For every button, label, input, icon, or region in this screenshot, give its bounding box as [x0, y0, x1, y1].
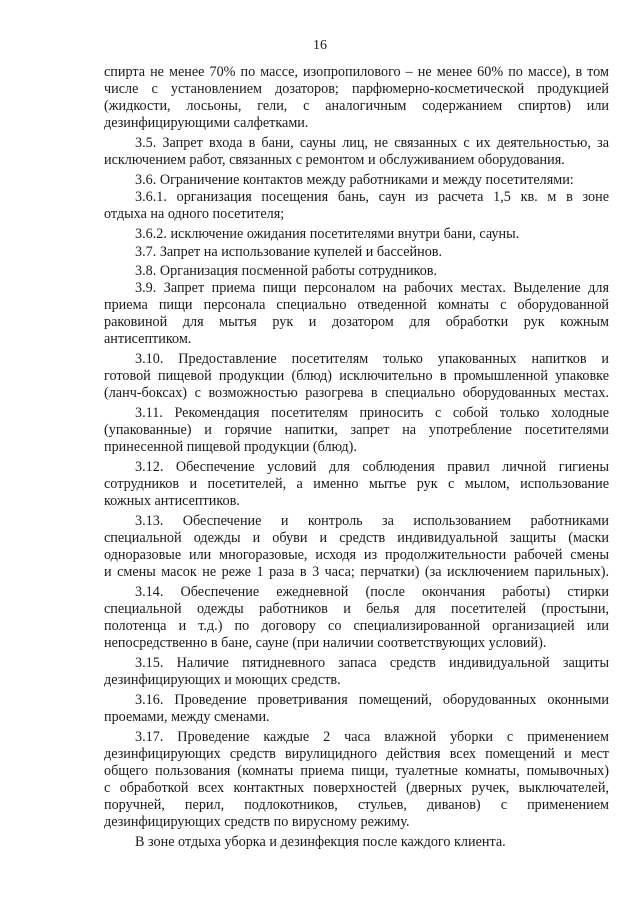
text-line: числе с установлением дозаторов; парфюмерно-косметической продукцией: [104, 81, 609, 97]
text-line: 3.10. Предоставление посетителям только упакованных напитков и: [135, 351, 609, 367]
text-line: В зоне отдыха уборка и дезинфекция после каждого клиента.: [135, 834, 506, 850]
text-line: проемами, между сменами.: [104, 709, 270, 725]
text-line: 3.17. Проведение каждые 2 часа влажной уборки с применением: [135, 729, 609, 745]
text-line: с обработкой всех контактных поверхностей (дверных ручек, выключателей,: [104, 780, 609, 796]
text-line: (ланч-боксах) с возможностью разогрева в специально оборудованных местах.: [104, 385, 609, 401]
text-line: раковиной для мытья рук и дозатором для обработки рук кожным: [104, 314, 609, 330]
text-line: кожных антисептиков.: [104, 493, 240, 509]
text-line: спирта не менее 70% по массе, изопропилового – не менее 60% по массе), в том: [104, 64, 609, 80]
text-line: непосредственно в бане, сауне (при наличии соответствующих условий).: [104, 635, 547, 651]
text-line: дезинфицирующих средств вирулицидного действия всех помещений и мест: [104, 746, 609, 762]
text-line: полотенца и т.д.) по договору со специализированной организацией или: [104, 618, 609, 634]
page-number: 16: [313, 38, 327, 53]
text-line: дезинфицирующих и моющих средств.: [104, 672, 341, 688]
text-line: принесенной пищевой продукции (блюд).: [104, 439, 357, 455]
text-line: и смены масок не реже 1 раза в 3 часа; перчатки) (за исключением парильных).: [104, 564, 609, 580]
text-line: дезинфицирующими салфетками.: [104, 115, 309, 131]
text-line: 3.6.2. исключение ожидания посетителями внутри бани, сауны.: [135, 226, 520, 242]
text-line: поручней, перил, подлокотников, стульев, диванов) с применением: [104, 797, 609, 813]
text-line: 3.6. Ограничение контактов между работниками и между посетителями:: [135, 172, 574, 188]
text-line: готовой пищевой продукции (блюд) исключительно в промышленной упаковке: [104, 368, 609, 384]
text-line: 3.16. Проведение проветривания помещений, оборудованных оконными: [135, 692, 609, 708]
text-line: специальной одежды работников и белья для посетителей (простыни,: [104, 601, 609, 617]
text-line: 3.14. Обеспечение ежедневной (после окончания работы) стирки: [135, 584, 609, 600]
text-line: 3.15. Наличие пятидневного запаса средств индивидуальной защиты: [135, 655, 609, 671]
text-line: 3.5. Запрет входа в бани, сауны лиц, не связанных с их деятельностью, за: [135, 135, 609, 151]
text-line: дезинфицирующих средств по вирусному режиму.: [104, 814, 410, 830]
text-line: 3.11. Рекомендация посетителям приносить с собой только холодные: [135, 405, 609, 421]
text-line: сотрудников и посетителей, а именно мытье рук с мылом, использование: [104, 476, 609, 492]
text-line: специальной одежды и обуви и средств индивидуальной защиты (маски: [104, 530, 609, 546]
text-line: 3.6.1. организация посещения бань, саун из расчета 1,5 кв. м в зоне: [135, 189, 609, 205]
text-line: 3.8. Организация посменной работы сотрудников.: [135, 263, 438, 279]
text-line: общего пользования (комнаты приема пищи, туалетные комнаты, помывочных): [104, 763, 609, 779]
text-line: 3.9. Запрет приема пищи персоналом на рабочих местах. Выделение для: [135, 280, 609, 296]
text-line: антисептиком.: [104, 331, 192, 347]
text-line: 3.12. Обеспечение условий для соблюдения правил личной гигиены: [135, 459, 609, 475]
text-line: 3.13. Обеспечение и контроль за использованием работниками: [135, 513, 609, 529]
text-line: отдыха на одного посетителя;: [104, 206, 285, 222]
text-line: (жидкости, лосьоны, гели, с аналогичным содержанием спиртов) или: [104, 98, 609, 114]
text-line: приема пищи персонала специально отведенной комнаты с оборудованной: [104, 297, 609, 313]
text-line: 3.7. Запрет на использование купелей и бассейнов.: [135, 244, 443, 260]
text-line: исключением работ, связанных с ремонтом и обслуживанием оборудования.: [104, 152, 565, 168]
text-line: одноразовые или многоразовые, исходя из продолжительности рабочей смены: [104, 547, 609, 563]
text-line: (упакованные) и горячие напитки, запрет на употребление посетителями: [104, 422, 609, 438]
